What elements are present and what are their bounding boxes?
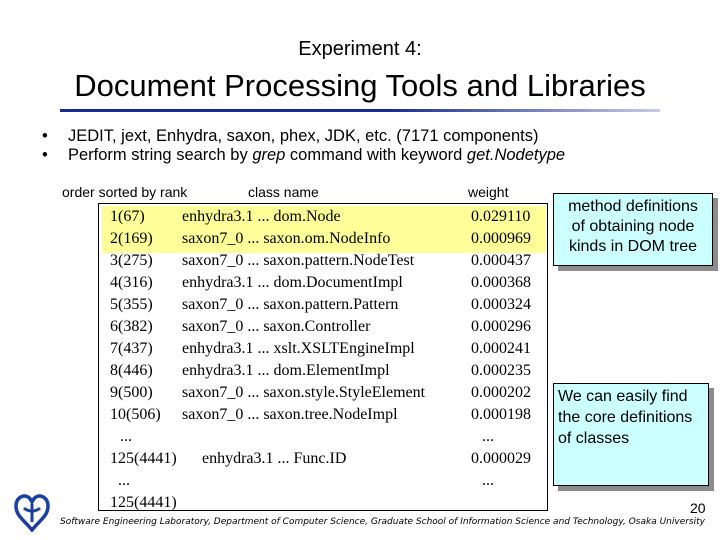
university-logo-icon	[14, 492, 50, 532]
cell-order: 6(382)	[110, 318, 153, 335]
cell-class: saxon7_0 ... saxon.pattern.NodeTest	[182, 252, 415, 269]
cell-class: saxon7_0 ... saxon.pattern.Pattern	[182, 296, 399, 313]
cell-weight: 0.000235	[471, 362, 531, 379]
cell-order-ellipsis: ...	[118, 472, 130, 489]
cell-class: saxon7_0 ... saxon.tree.NodeImpl	[182, 406, 398, 423]
cell-weight: 0.000296	[471, 318, 531, 335]
callout-line: kinds in DOM tree	[568, 238, 698, 255]
cell-class: saxon7_0 ... saxon.om.NodeInfo	[182, 230, 391, 247]
title-underline	[60, 109, 660, 112]
cell-order: 4(316)	[110, 274, 153, 291]
bullet-dot: •	[42, 146, 48, 164]
cell-weight: 0.029110	[471, 208, 531, 225]
callout-line: We can easily find	[558, 388, 688, 405]
cell-order: 9(500)	[110, 384, 153, 401]
page-number: 20	[690, 500, 706, 516]
cell-class: saxon7_0 ... saxon.style.StyleElement	[182, 384, 426, 401]
cell-weight-ellipsis: ...	[482, 472, 494, 489]
header-weight: weight	[468, 184, 509, 200]
slide-title: Document Processing Tools and Libraries	[74, 68, 646, 103]
cell-order: 10(506)	[110, 406, 161, 423]
cell-order: 2(169)	[110, 230, 153, 247]
cell-class: enhydra3.1 ... dom.Node	[182, 208, 341, 225]
footer-affiliation: Software Engineering Laboratory, Department of Computer Science, Graduate School of Information Science and Technology, Osaka University	[60, 517, 705, 527]
cell-order-ellipsis: ...	[120, 428, 132, 445]
bullet-search	[42, 146, 565, 165]
cell-weight: 0.000368	[471, 274, 531, 291]
cell-order: 1(67)	[110, 208, 145, 225]
header-class-name: class name	[248, 184, 319, 200]
callout-line: method definitions	[568, 198, 698, 215]
callout-method-definitions	[553, 193, 713, 266]
header-order: order sorted by rank	[62, 184, 188, 200]
cell-weight-ellipsis: ...	[482, 428, 494, 445]
cell-order: 7(437)	[110, 340, 153, 357]
bullet-text: command with keyword	[285, 146, 467, 164]
cell-weight: 0.000324	[471, 296, 531, 313]
cell-weight: 0.000969	[471, 230, 531, 247]
callout-line: of classes	[558, 430, 630, 447]
bullet-text: JEDIT, jext, Enhydra, saxon, phex, JDK, etc. (7171 components)	[68, 127, 539, 145]
callout-line: the core definitions	[558, 409, 693, 426]
callout-line: of obtaining node	[571, 218, 695, 235]
cell-order: 125(4441)	[110, 494, 177, 511]
cell-class: enhydra3.1 ... Func.ID	[202, 450, 347, 467]
cell-order: 3(275)	[110, 252, 153, 269]
bullet-components	[42, 127, 538, 146]
bullet-emphasis-grep: grep	[252, 146, 286, 164]
cell-class: enhydra3.1 ... dom.ElementImpl	[182, 362, 390, 379]
bullet-text: Perform string search by	[68, 146, 253, 164]
slide-subtitle: Experiment 4:	[298, 38, 422, 60]
cell-order: 8(446)	[110, 362, 153, 379]
bullet-emphasis-keyword: get.Nodetype	[466, 146, 566, 164]
cell-order: 125(4441)	[110, 450, 177, 467]
bullet-dot: •	[42, 127, 48, 145]
cell-order: 5(355)	[110, 296, 153, 313]
cell-class: saxon7_0 ... saxon.Controller	[182, 318, 371, 335]
cell-weight: 0.000437	[471, 252, 531, 269]
cell-class: enhydra3.1 ... xslt.XSLTEngineImpl	[182, 340, 415, 357]
cell-weight: 0.000241	[471, 340, 531, 357]
cell-weight: 0.000202	[471, 384, 531, 401]
cell-weight: 0.000198	[471, 406, 531, 423]
cell-weight: 0.000029	[471, 450, 531, 467]
callout-core-definitions	[553, 383, 709, 486]
cell-class: enhydra3.1 ... dom.DocumentImpl	[182, 274, 403, 291]
